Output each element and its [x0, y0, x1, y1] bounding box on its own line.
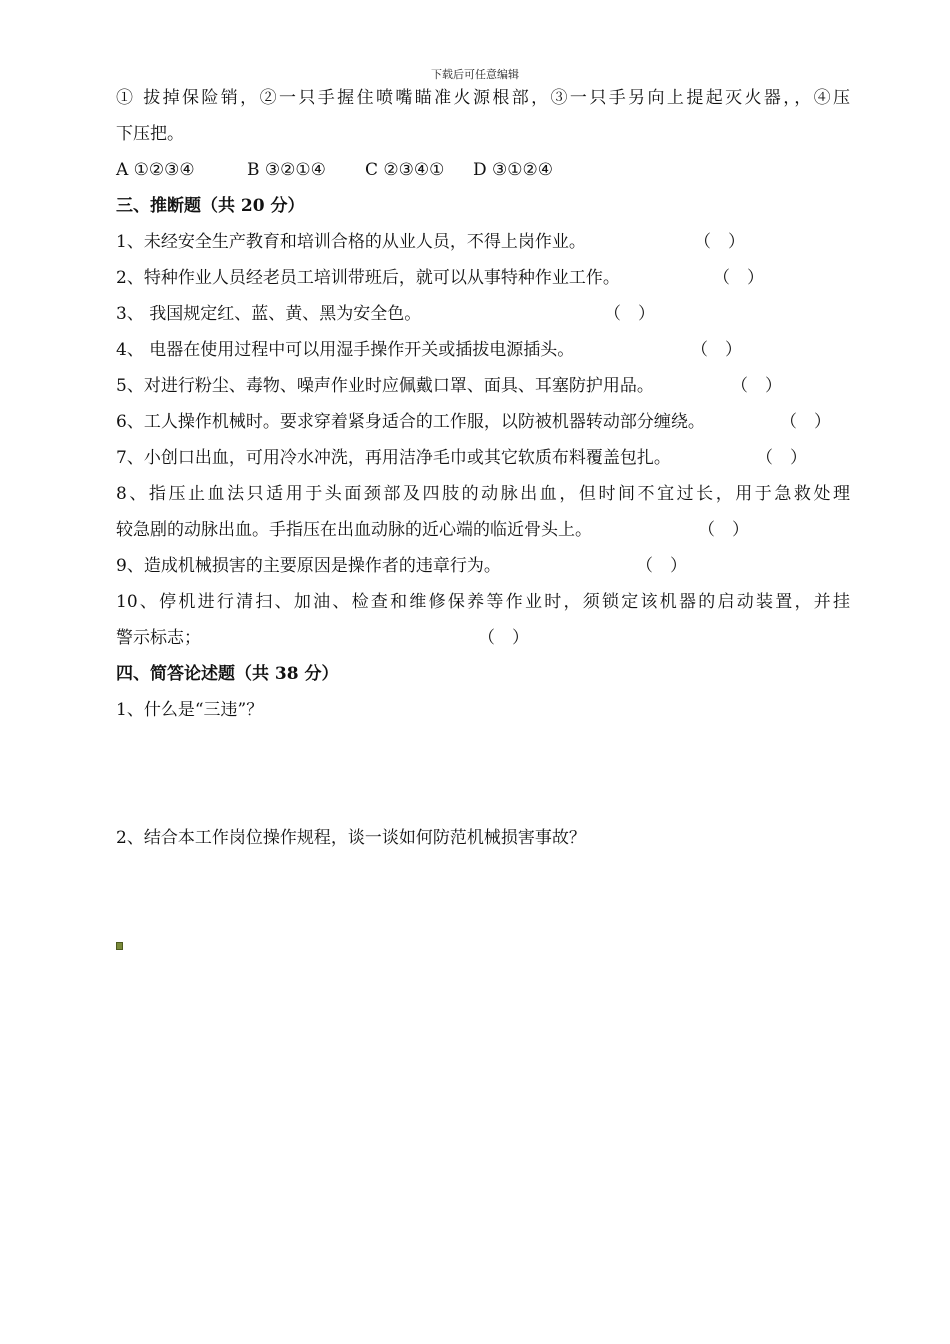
- question-text: 3、 我国规定红、蓝、黄、黑为安全色。: [116, 304, 422, 324]
- question-8-line-2: [116, 512, 850, 548]
- answer-blank[interactable]: （ ）: [756, 448, 807, 468]
- answer-options: [116, 152, 850, 188]
- answer-blank[interactable]: （ ）: [604, 304, 655, 324]
- document-body: [116, 80, 850, 856]
- question-text: 5、对进行粉尘、毒物、噪声作业时应佩戴口罩、面具、耳塞防护用品。: [116, 376, 654, 396]
- question-text: 7、小创口出血，可用冷水冲洗，再用洁净毛巾或其它软质布料覆盖包扎。: [116, 448, 671, 468]
- question-text: 6、工人操作机械时。要求穿着紧身适合的工作服，以防被机器转动部分缠绕。: [116, 412, 705, 432]
- answer-space-1[interactable]: [116, 728, 850, 820]
- question-2: [116, 260, 850, 296]
- option-c: C ②③④①: [365, 160, 445, 180]
- question-text: 9、造成机械损害的主要原因是操作者的违章行为。: [116, 556, 501, 576]
- question-7: [116, 440, 850, 476]
- answer-blank[interactable]: （ ）: [478, 628, 529, 648]
- option-a: A ①②③④: [116, 160, 195, 180]
- question-text: 警示标志；: [116, 628, 201, 648]
- answer-blank[interactable]: （ ）: [636, 556, 687, 576]
- essay-question-2: 2、结合本工作岗位操作规程，谈一谈如何防范机械损害事故？: [116, 828, 586, 848]
- question-4: [116, 332, 850, 368]
- question-text: 2、特种作业人员经老员工培训带班后，就可以从事特种作业工作。: [116, 268, 620, 288]
- answer-blank[interactable]: （ ）: [694, 232, 745, 252]
- question-text: 较急剧的动脉出血。手指压在出血动脉的近心端的临近骨头上。: [116, 520, 592, 540]
- question-9: [116, 548, 850, 584]
- question-1: [116, 224, 850, 260]
- essay-question-1: 1、什么是“三违”？: [116, 700, 264, 720]
- question-5: [116, 368, 850, 404]
- option-d: D ③①②④: [473, 160, 553, 180]
- steps-line-2: 下压把。: [116, 124, 184, 144]
- section-3-title: 三、推断题（共 20 分）: [116, 196, 305, 216]
- question-text: 4、 电器在使用过程中可以用湿手操作开关或插拔电源插头。: [116, 340, 575, 360]
- answer-blank[interactable]: （ ）: [713, 268, 764, 288]
- answer-blank[interactable]: （ ）: [691, 340, 742, 360]
- answer-blank[interactable]: （ ）: [780, 412, 831, 432]
- option-b: B ③②①④: [247, 160, 326, 180]
- question-10-line-1: 10、停机进行清扫、加油、检查和维修保养等作业时，须锁定该机器的启动装置，并挂: [116, 592, 850, 612]
- page-header: 下载后可任意编辑: [431, 68, 519, 81]
- question-10-line-2: [116, 620, 850, 656]
- image-placeholder-icon: [116, 942, 123, 950]
- question-6: [116, 404, 850, 440]
- question-text: 1、未经安全生产教育和培训合格的从业人员，不得上岗作业。: [116, 232, 586, 252]
- question-3: [116, 296, 850, 332]
- section-4-title: 四、简答论述题（共 38 分）: [116, 664, 339, 684]
- steps-line-1: ① 拔掉保险销，②一只手握住喷嘴瞄准火源根部，③一只手另向上提起灭火器，，④压: [116, 88, 850, 108]
- question-8-line-1: 8、指压止血法只适用于头面颈部及四肢的动脉出血，但时间不宜过长，用于急救处理: [116, 484, 850, 504]
- answer-blank[interactable]: （ ）: [698, 520, 749, 540]
- answer-blank[interactable]: （ ）: [731, 376, 782, 396]
